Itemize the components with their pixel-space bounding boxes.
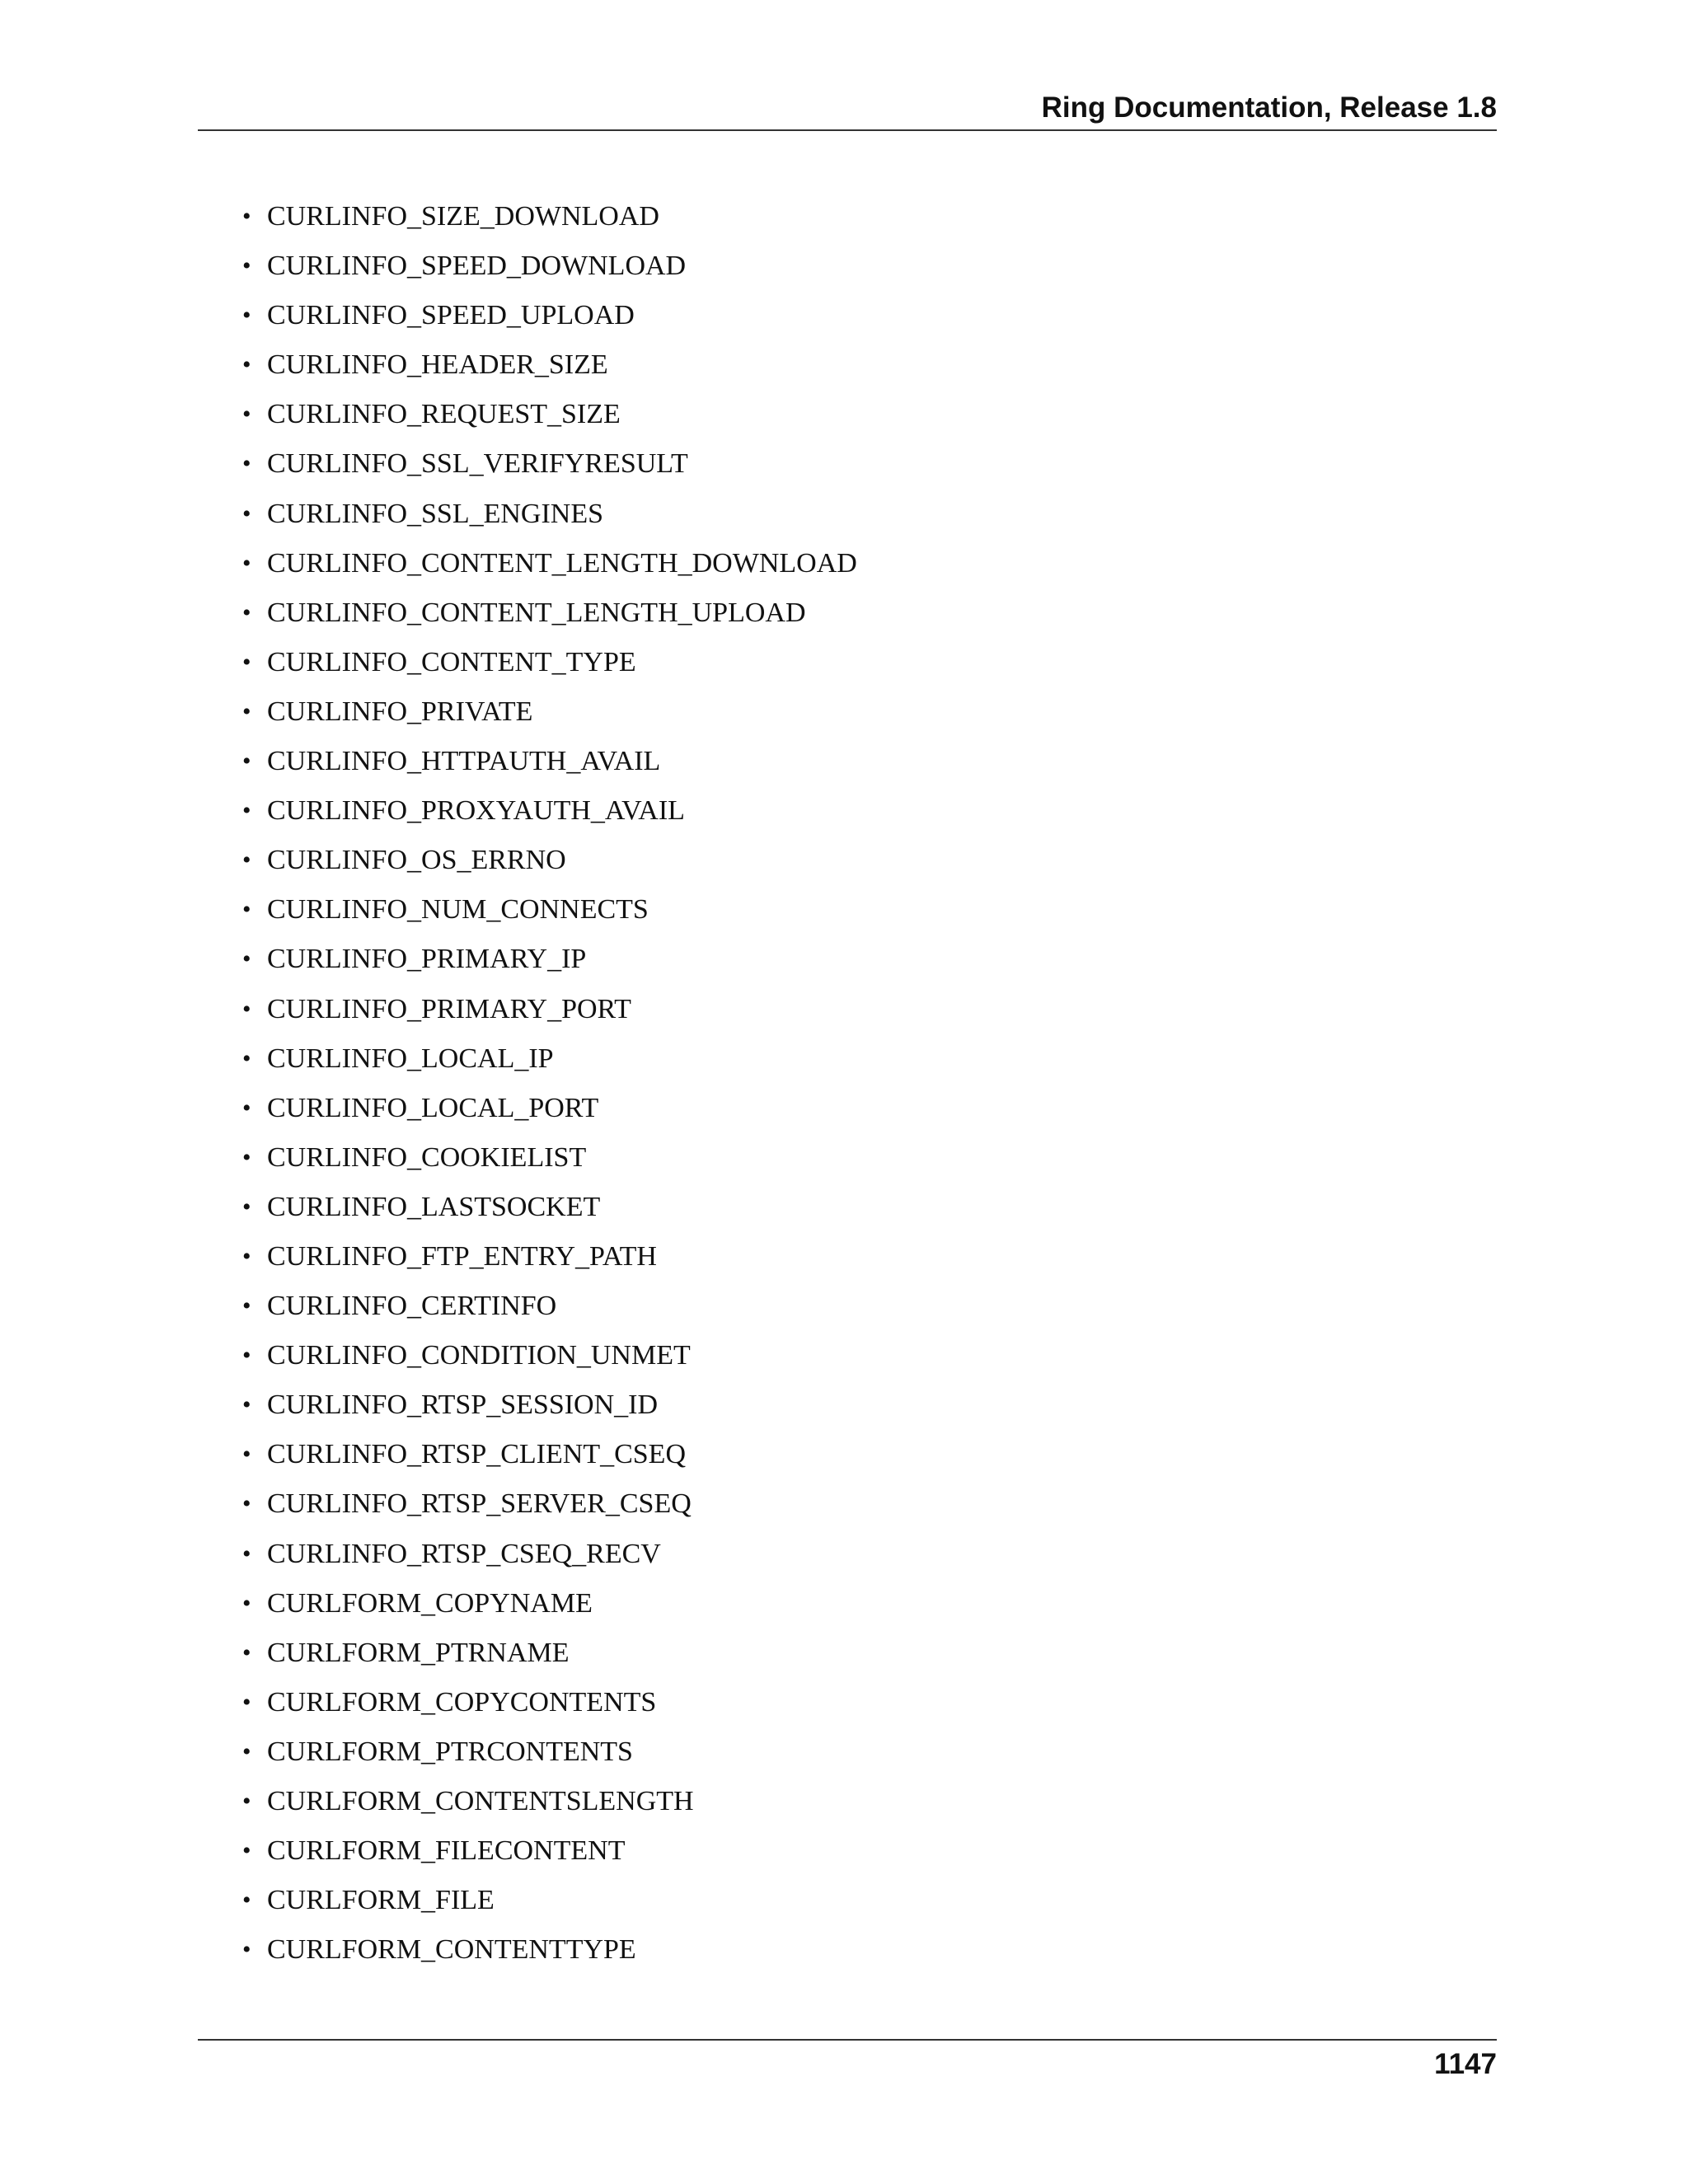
list-item-text: CURLINFO_REQUEST_SIZE (267, 399, 621, 430)
bullet-icon: • (242, 1342, 251, 1370)
list-item-text: CURLINFO_CERTINFO (267, 1291, 557, 1322)
bullet-icon: • (242, 797, 251, 825)
bullet-icon: • (242, 1737, 251, 1765)
list-item-text: CURLINFO_LOCAL_IP (267, 1043, 554, 1074)
bullet-icon: • (242, 697, 251, 725)
bullet-icon: • (242, 598, 251, 626)
bullet-icon: • (242, 995, 251, 1023)
list-item-text: CURLINFO_FTP_ENTRY_PATH (267, 1240, 657, 1272)
list-item-text: CURLINFO_SSL_ENGINES (267, 498, 604, 529)
bullet-icon: • (242, 549, 251, 577)
bullet-icon: • (242, 1490, 251, 1518)
list-item-text: CURLINFO_SPEED_UPLOAD (267, 300, 635, 331)
list-item-text: CURLINFO_NUM_CONNECTS (267, 894, 649, 926)
bullet-icon: • (242, 1788, 251, 1815)
bullet-icon: • (242, 302, 251, 330)
list-item-text: CURLINFO_PRIVATE (267, 696, 533, 727)
list-item-text: CURLFORM_PTRNAME (267, 1637, 570, 1668)
list-item-text: CURLINFO_PRIMARY_PORT (267, 993, 631, 1024)
bullet-icon: • (242, 945, 251, 973)
list-item-text: CURLINFO_PRIMARY_IP (267, 944, 587, 975)
list-item-text: CURLINFO_CONTENT_LENGTH_UPLOAD (267, 597, 806, 628)
bullet-icon: • (242, 1193, 251, 1221)
list-item-text: CURLINFO_RTSP_CSEQ_RECV (267, 1538, 661, 1569)
bullet-icon: • (242, 1638, 251, 1666)
list-item-text: CURLFORM_CONTENTTYPE (267, 1934, 636, 1966)
page-number: 1147 (1434, 2048, 1497, 2080)
list-item-text: CURLFORM_COPYCONTENTS (267, 1686, 657, 1718)
bullet-icon: • (242, 1441, 251, 1469)
bullet-icon: • (242, 401, 251, 429)
bullet-icon: • (242, 648, 251, 676)
bullet-icon: • (242, 203, 251, 230)
list-item-text: CURLFORM_CONTENTSLENGTH (267, 1786, 694, 1816)
footer-divider (198, 2039, 1497, 2041)
bullet-icon: • (242, 1044, 251, 1072)
bullet-icon: • (242, 1589, 251, 1617)
header-title: Ring Documentation, Release 1.8 (1041, 91, 1497, 124)
list-item-text: CURLINFO_CONTENT_LENGTH_DOWNLOAD (267, 547, 857, 579)
bullet-icon: • (242, 1094, 251, 1122)
header-divider (198, 129, 1497, 131)
list-item-text: CURLINFO_RTSP_CLIENT_CSEQ (267, 1439, 687, 1470)
list-item-text: CURLINFO_HEADER_SIZE (267, 349, 608, 381)
bullet-icon: • (242, 1936, 251, 1964)
bullet-icon: • (242, 1837, 251, 1865)
list-item-text: CURLINFO_CONTENT_TYPE (267, 646, 636, 677)
list-item-text: CURLINFO_CONDITION_UNMET (267, 1340, 691, 1371)
list-item-text: CURLFORM_FILE (267, 1885, 495, 1916)
list-item-text: CURLINFO_RTSP_SESSION_ID (267, 1390, 659, 1421)
bullet-icon: • (242, 351, 251, 379)
bullet-icon: • (242, 1292, 251, 1320)
list-item-text: CURLINFO_OS_ERRNO (267, 845, 566, 876)
list-item-text: CURLINFO_PROXYAUTH_AVAIL (267, 795, 685, 827)
list-item-text: CURLINFO_SIZE_DOWNLOAD (267, 201, 659, 232)
bullet-icon: • (242, 1886, 251, 1915)
bullet-icon: • (242, 1391, 251, 1419)
bullet-icon: • (242, 252, 251, 280)
list-item-text: CURLINFO_HTTPAUTH_AVAIL (267, 746, 661, 777)
list-item-text: CURLINFO_SPEED_DOWNLOAD (267, 251, 687, 282)
bullet-icon: • (242, 1540, 251, 1568)
list-item-text: CURLINFO_COOKIELIST (267, 1141, 587, 1173)
list-item-text: CURLINFO_RTSP_SERVER_CSEQ (267, 1488, 692, 1520)
list-item-text: CURLINFO_LOCAL_PORT (267, 1092, 599, 1123)
list-item-text: CURLFORM_COPYNAME (267, 1587, 593, 1619)
bullet-icon: • (242, 1688, 251, 1716)
bullet-icon: • (242, 1143, 251, 1171)
list-item-text: CURLFORM_FILECONTENT (267, 1835, 626, 1867)
bullet-icon: • (242, 846, 251, 874)
bullet-icon: • (242, 450, 251, 478)
bullet-icon: • (242, 1242, 251, 1270)
list-item-text: CURLINFO_SSL_VERIFYRESULT (267, 448, 688, 480)
bullet-icon: • (242, 748, 251, 776)
list-item-text: CURLINFO_LASTSOCKET (267, 1191, 601, 1222)
bullet-icon: • (242, 896, 251, 924)
bullet-icon: • (242, 499, 251, 527)
list-item-text: CURLFORM_PTRCONTENTS (267, 1736, 633, 1767)
